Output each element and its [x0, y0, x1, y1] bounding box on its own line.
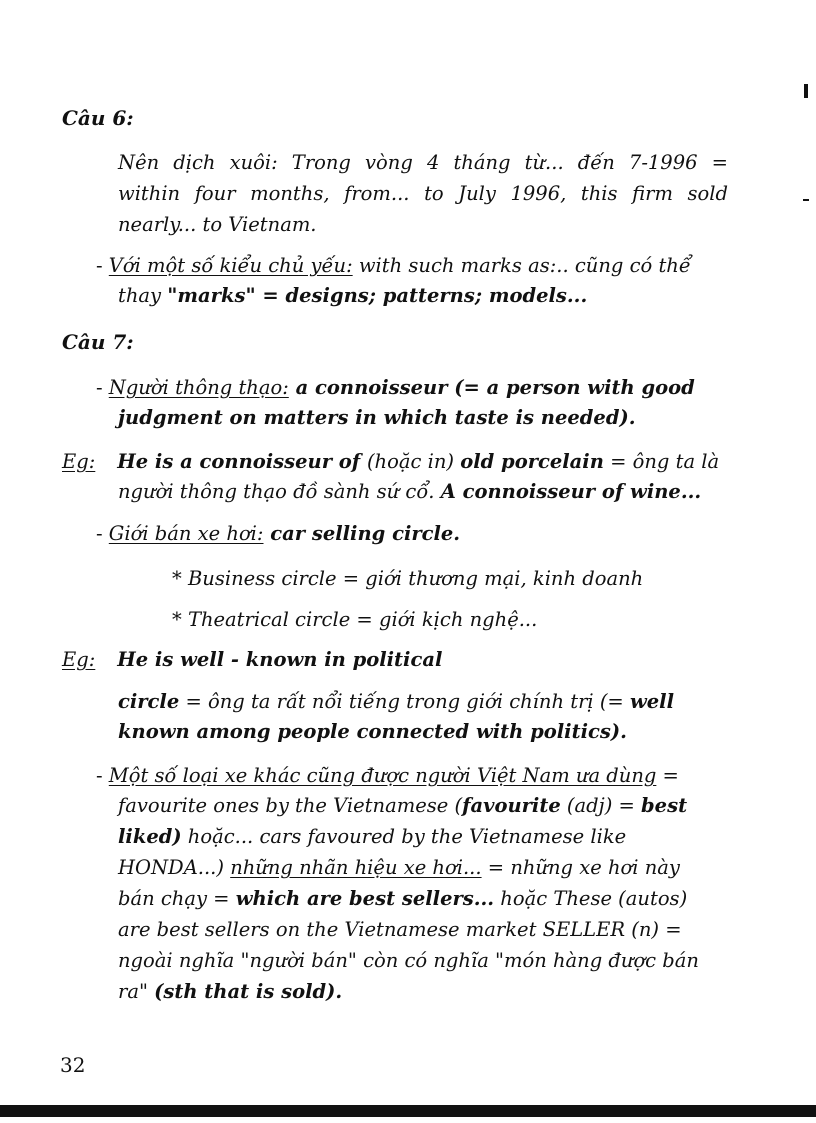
- translation-text: = những xe hơi này: [481, 856, 680, 879]
- translation-text: HONDA...): [118, 856, 231, 879]
- bullet-line: [96, 376, 695, 399]
- vietnamese-term: Giới bán xe hơi:: [108, 522, 264, 545]
- bullet-dash: -: [96, 764, 109, 787]
- translation-text: favourite: [462, 794, 561, 817]
- vietnamese-term: Người thông thạo:: [108, 376, 289, 399]
- translation-text: (sth that is sold).: [154, 980, 343, 1003]
- example-text: He is a connoisseur of: [117, 450, 367, 473]
- bullet-line: [96, 764, 679, 787]
- bullet-line: [96, 254, 691, 277]
- translation-text: with such marks as:.. cũng có thể: [352, 254, 691, 277]
- paragraph-line: [118, 980, 342, 1003]
- example-line: [62, 648, 442, 671]
- example-text: He is well - known in political: [117, 648, 443, 671]
- example-text: well: [629, 690, 674, 713]
- example-text: A connoisseur of wine...: [440, 480, 702, 503]
- heading-cau-7: Câu 7:: [62, 330, 134, 354]
- bottom-border: [0, 1105, 816, 1117]
- translation-text: "marks" = designs; patterns; models...: [167, 284, 588, 307]
- example-line: [118, 480, 701, 503]
- example-text: old porcelain: [460, 450, 604, 473]
- translation-text: thay: [118, 284, 168, 307]
- example-text: người thông thạo đồ sành sứ cổ.: [118, 480, 441, 503]
- vietnamese-term: Một số loại xe khác cũng được người Việt Nam ưa dùng: [108, 764, 657, 787]
- edge-mark: [804, 84, 808, 98]
- bullet-dash: -: [96, 376, 109, 399]
- paragraph-line: [118, 825, 626, 848]
- page-number: 32: [60, 1053, 86, 1077]
- translation-text: best: [641, 794, 688, 817]
- paragraph-line: [118, 887, 687, 910]
- example-text: circle: [118, 690, 180, 713]
- bullet-dash: -: [96, 254, 109, 277]
- translation-text: bán chạy =: [118, 887, 236, 910]
- paragraph-line: within four months, from... to July 1996, this firm sold: [118, 182, 728, 205]
- translation-text: (adj) =: [560, 794, 642, 817]
- vietnamese-term: Với một số kiểu chủ yếu:: [108, 254, 353, 277]
- bullet-dash: -: [96, 522, 109, 545]
- translation-text: a connoisseur (= a person with good: [288, 376, 695, 399]
- sub-item: * Theatrical circle = giới kịch nghệ...: [172, 608, 538, 631]
- example-line: known among people connected with politics).: [118, 720, 627, 743]
- vietnamese-term: những nhãn hiệu xe hơi...: [230, 856, 482, 879]
- example-label: Eg:: [62, 450, 96, 473]
- translation-text: liked): [118, 825, 182, 848]
- example-label: Eg:: [62, 648, 96, 671]
- example-text: = ông ta rất nổi tiếng trong giới chính trị (=: [179, 690, 630, 713]
- translation-text: hoặc These (autos): [494, 887, 688, 910]
- bullet-line: [118, 284, 587, 307]
- example-text: (hoặc in): [366, 450, 461, 473]
- translation-text: car selling circle.: [263, 522, 461, 545]
- paragraph-line: nearly... to Vietnam.: [118, 213, 317, 236]
- paragraph-line: judgment on matters in which taste is needed).: [118, 406, 636, 429]
- paragraph-line: [118, 794, 687, 817]
- example-line: [118, 690, 674, 713]
- translation-text: which are best sellers...: [235, 887, 495, 910]
- translation-text: ra": [118, 980, 155, 1003]
- translation-text: favourite ones by the Vietnamese (: [118, 794, 463, 817]
- translation-text: hoặc... cars favoured by the Vietnamese like: [181, 825, 627, 848]
- paragraph-line: are best sellers on the Vietnamese market SELLER (n) =: [118, 918, 682, 941]
- paragraph-line: [118, 856, 680, 879]
- edge-mark: [803, 199, 809, 201]
- paragraph-line: Nên dịch xuôi: Trong vòng 4 tháng từ... đến 7-1996 =: [118, 151, 728, 174]
- paragraph-line: ngoài nghĩa "người bán" còn có nghĩa "món hàng được bán: [118, 949, 699, 972]
- translation-text: =: [656, 764, 679, 787]
- sub-item: * Business circle = giới thương mại, kinh doanh: [172, 567, 644, 590]
- example-text: = ông ta là: [603, 450, 720, 473]
- bullet-line: [96, 522, 460, 545]
- heading-cau-6: Câu 6:: [62, 106, 134, 130]
- example-line: [62, 450, 719, 473]
